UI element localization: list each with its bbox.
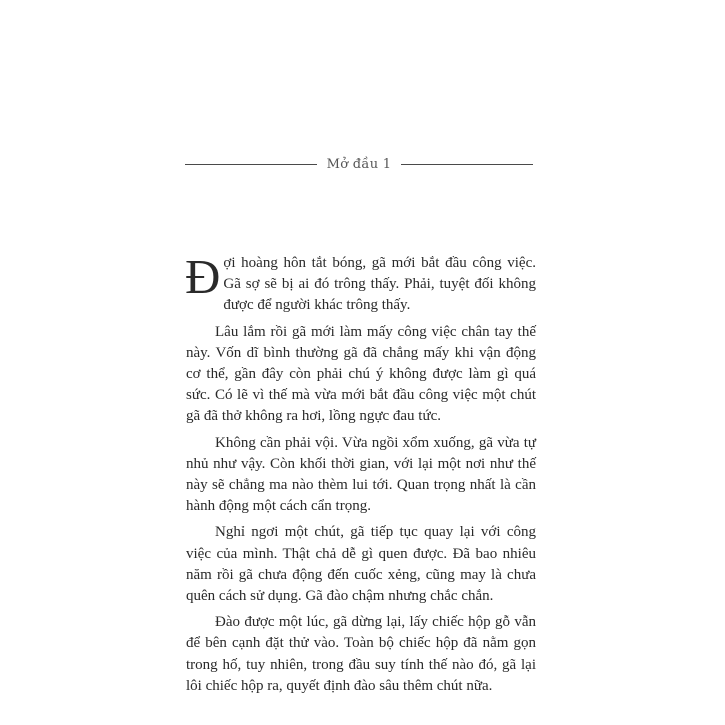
paragraph-5: Đào được một lúc, gã dừng lại, lấy chiếc hộp gỗ vẫn để bên cạnh đặt thử vào. Toàn bộ chiếc hộp đã nằm gọn trong hố, tuy nhiên, trong đầu suy tính thế nào đó, gã lại lôi chiếc hộp ra, quyết định đào sâu thêm chút nữa. <box>186 614 536 694</box>
chapter-title: Mở đầu 1 <box>326 156 392 172</box>
drop-cap: Đ <box>185 249 221 304</box>
paragraph-4: Nghỉ ngơi một chút, gã tiếp tục quay lại với công việc của mình. Thật chả dễ gì quen được. Đã bao nhiêu năm rồi gã chưa động đến cuốc xẻng, cũng may là chưa quên cách sử dụng. Gã đào chậm nhưng chắc chắn. <box>186 524 536 605</box>
body-text <box>185 249 536 697</box>
paragraph-1-text: ợi hoàng hôn tắt bóng, gã mới bắt đầu công việc. Gã sợ sẽ bị ai đó trông thấy. Phải, tuyệt đối không được để người khác trông thấy. <box>223 255 536 314</box>
paragraph-2: Lâu lắm rồi gã mới làm mấy công việc chân tay thế này. Vốn dĩ bình thường gã đã chẳng mấy khi vận động cơ thể, gần đây còn phải chú ý không được làm gì quá sức. Có lẽ vì thế mà vừa mới bắt đầu công việc một chút gã đã thở không ra hơi, lồng ngực đau tức. <box>186 323 536 425</box>
paragraph-1 <box>185 249 536 317</box>
header-rule-left <box>185 164 317 165</box>
header-rule-right <box>401 164 533 165</box>
paragraph-3: Không cần phải vội. Vừa ngồi xổm xuống, gã vừa tự nhủ như vậy. Còn khối thời gian, với lại một nơi như thế này sẽ chẳng ma nào thèm lui tới. Quan trọng nhất là cần hành động một cách cẩn trọng. <box>186 434 536 515</box>
chapter-header <box>185 152 533 176</box>
